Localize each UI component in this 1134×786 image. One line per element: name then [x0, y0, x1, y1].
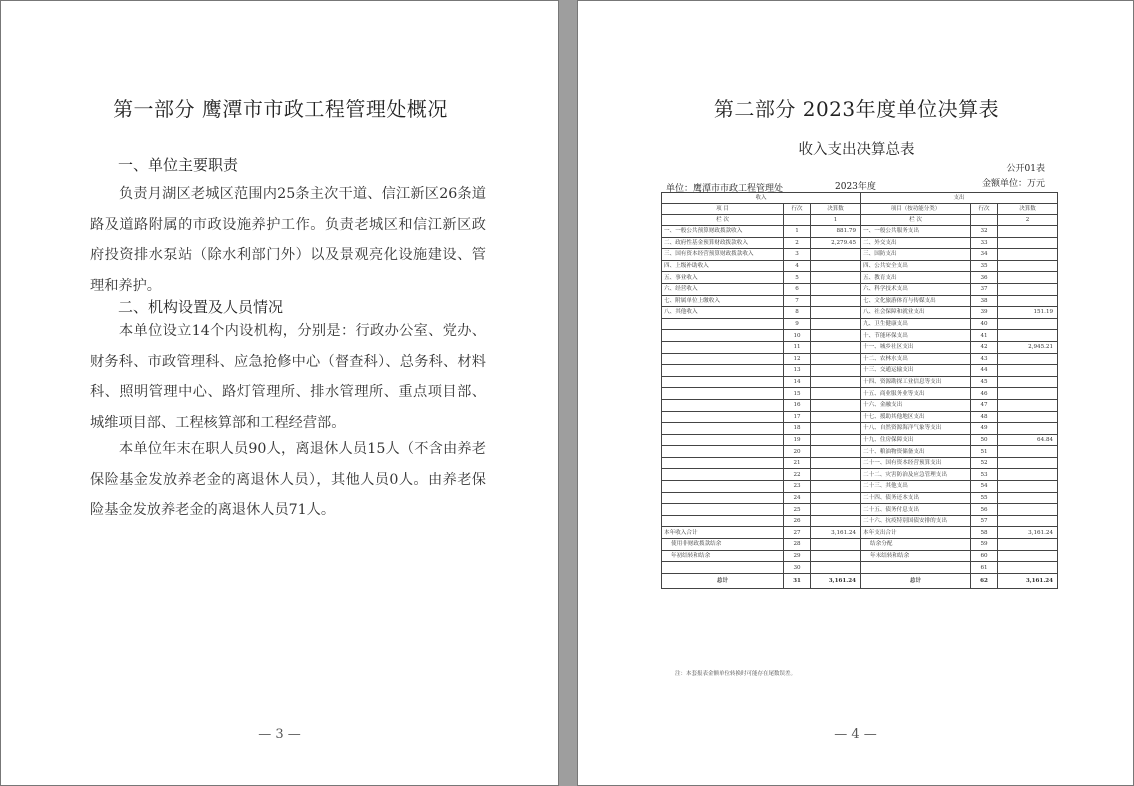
- table-cell: 13: [784, 365, 811, 377]
- table-cell: 20: [784, 446, 811, 458]
- table-cell: [662, 562, 784, 574]
- table-cell: 6: [784, 283, 811, 295]
- table-cell: [998, 446, 1058, 458]
- table-cell: 56: [971, 504, 998, 516]
- table-row: [662, 353, 1058, 365]
- table-cell: [662, 376, 784, 388]
- table-cell: [998, 492, 1058, 504]
- table-cell: 三、国防支出: [861, 249, 971, 261]
- table-cell: 64.84: [998, 434, 1058, 446]
- table-cell: [998, 562, 1058, 574]
- table-cell: [998, 457, 1058, 469]
- section-heading-organization: 二、机构设置及人员情况: [118, 298, 284, 316]
- table-cell: [811, 353, 861, 365]
- table-cell: 使用非财政拨款结余: [662, 539, 784, 551]
- table-row: [662, 376, 1058, 388]
- table-cell: [662, 399, 784, 411]
- table-cell: 二十五、债务付息支出: [861, 504, 971, 516]
- table-cell: 二十一、国有资本经营预算支出: [861, 457, 971, 469]
- table-cell: 十九、住房保障支出: [861, 434, 971, 446]
- table-cell: [811, 539, 861, 551]
- table-cell: [998, 260, 1058, 272]
- table-cell: 3,161.24: [998, 527, 1058, 539]
- table-cell: 四、公共安全支出: [861, 260, 971, 272]
- table-cell: 七、文化旅游体育与传媒支出: [861, 295, 971, 307]
- table-cell: [998, 481, 1058, 493]
- table-cell: [662, 446, 784, 458]
- table-row: [662, 481, 1058, 493]
- total-row: 总计 31 3,161.24 总计 62 3,161.24: [662, 573, 1058, 588]
- table-cell: [998, 388, 1058, 400]
- table-row: [662, 539, 1058, 551]
- table-cell: 42: [971, 341, 998, 353]
- col-amount: 决算数: [998, 204, 1058, 215]
- table-cell: 54: [971, 481, 998, 493]
- table-cell: 29: [784, 550, 811, 562]
- table-cell: [998, 226, 1058, 238]
- table-cell: [811, 446, 861, 458]
- table-cell: [811, 411, 861, 423]
- table-cell: 二十四、债务还本支出: [861, 492, 971, 504]
- table-cell: 二十二、灾害防治及应急管理支出: [861, 469, 971, 481]
- table-row: [662, 295, 1058, 307]
- table-cell: 23: [784, 481, 811, 493]
- table-cell: 36: [971, 272, 998, 284]
- table-cell: [998, 550, 1058, 562]
- table-cell: 14: [784, 376, 811, 388]
- table-row: [662, 492, 1058, 504]
- duties-paragraph: 负责月湖区老城区范围内25条主次干道、信江新区26条道路及道路附属的市政设施养护工作。负责老城区和信江新区政府投资排水泵站（除水利部门外）以及景观亮化设施建设、管理和养护。: [90, 186, 486, 294]
- table-row: [662, 318, 1058, 330]
- table-cell: [662, 318, 784, 330]
- table-cell: 51: [971, 446, 998, 458]
- table-cell: [811, 341, 861, 353]
- table-row: [662, 272, 1058, 284]
- table-cell: 19: [784, 434, 811, 446]
- table-cell: 35: [971, 260, 998, 272]
- table-cell: 八、社会保障和就业支出: [861, 307, 971, 319]
- table-cell: [998, 411, 1058, 423]
- table-cell: 5: [784, 272, 811, 284]
- table-row: [662, 388, 1058, 400]
- table-cell: [662, 457, 784, 469]
- page-number: — 3 —: [258, 727, 301, 742]
- table-cell: 44: [971, 365, 998, 377]
- table-cell: 30: [784, 562, 811, 574]
- table-cell: [811, 434, 861, 446]
- table-row: [662, 330, 1058, 342]
- table-cell: [811, 376, 861, 388]
- table-cell: 九、卫生健康支出: [861, 318, 971, 330]
- table-cell: 年初结转和结余: [662, 550, 784, 562]
- table-cell: 151.19: [998, 307, 1058, 319]
- table-cell: 34: [971, 249, 998, 261]
- col-expense-item: 项目（按功能分类）: [861, 204, 971, 215]
- table-cell: [662, 469, 784, 481]
- table-cell: 十二、农林水支出: [861, 353, 971, 365]
- year-label: 2023年度: [835, 182, 876, 192]
- table-cell: 本年支出合计: [861, 527, 971, 539]
- table-cell: [998, 318, 1058, 330]
- table-cell: 八、其他收入: [662, 307, 784, 319]
- table-cell: [662, 481, 784, 493]
- table-cell: [811, 515, 861, 527]
- table-cell: 53: [971, 469, 998, 481]
- table-cell: 12: [784, 353, 811, 365]
- table-cell: 2: [784, 237, 811, 249]
- table-cell: 本年收入合计: [662, 527, 784, 539]
- table-cell: [811, 550, 861, 562]
- table-row: [662, 237, 1058, 249]
- table-cell: [811, 423, 861, 435]
- table-cell: [998, 469, 1058, 481]
- table-code: 公开01表: [1006, 164, 1045, 174]
- section-heading-duties: 一、单位主要职责: [118, 156, 239, 174]
- table-cell: [998, 237, 1058, 249]
- col-amount: 决算数: [811, 204, 861, 215]
- table-cell: 39: [971, 307, 998, 319]
- table-cell: [998, 272, 1058, 284]
- table-cell: [998, 283, 1058, 295]
- table-cell: [811, 481, 861, 493]
- table-cell: 41: [971, 330, 998, 342]
- col-line: 行次: [971, 204, 998, 215]
- table-cell: 3: [784, 249, 811, 261]
- table-cell: [662, 492, 784, 504]
- table-cell: 16: [784, 399, 811, 411]
- table-cell: 43: [971, 353, 998, 365]
- table-cell: 38: [971, 295, 998, 307]
- table-cell: [811, 492, 861, 504]
- table-row: [662, 283, 1058, 295]
- table-cell: 15: [784, 388, 811, 400]
- table-cell: 24: [784, 492, 811, 504]
- document-page-left: [0, 0, 559, 786]
- table-cell: [998, 539, 1058, 551]
- table-row: [662, 457, 1058, 469]
- table-cell: 17: [784, 411, 811, 423]
- table-cell: [811, 318, 861, 330]
- table-cell: 49: [971, 423, 998, 435]
- table-cell: [662, 353, 784, 365]
- table-cell: 46: [971, 388, 998, 400]
- table-cell: 二、外交支出: [861, 237, 971, 249]
- table-cell: [998, 504, 1058, 516]
- table-title: 收入支出决算总表: [798, 142, 915, 158]
- table-cell: [998, 423, 1058, 435]
- table-cell: 六、经营收入: [662, 283, 784, 295]
- table-row: [662, 515, 1058, 527]
- table-cell: [662, 388, 784, 400]
- table-cell: 十三、交通运输支出: [861, 365, 971, 377]
- table-cell: 3,161.24: [811, 527, 861, 539]
- table-row: [662, 434, 1058, 446]
- table-cell: 48: [971, 411, 998, 423]
- table-cell: [811, 272, 861, 284]
- table-cell: 二十三、其他支出: [861, 481, 971, 493]
- table-cell: [662, 504, 784, 516]
- table-cell: 18: [784, 423, 811, 435]
- page-title: 第一部分 鹰潭市市政工程管理处概况: [113, 97, 448, 121]
- table-row: [662, 260, 1058, 272]
- table-cell: [811, 457, 861, 469]
- table-cell: 52: [971, 457, 998, 469]
- column-number-1: 1: [811, 215, 861, 226]
- table-row: [662, 423, 1058, 435]
- table-cell: [811, 283, 861, 295]
- unit-label: 单位：鹰潭市市政工程管理处: [666, 184, 784, 194]
- table-cell: 21: [784, 457, 811, 469]
- table-cell: [811, 330, 861, 342]
- table-cell: 二、政府性基金预算财政拨款收入: [662, 237, 784, 249]
- table-cell: 10: [784, 330, 811, 342]
- table-cell: 十八、自然资源海洋气象等支出: [861, 423, 971, 435]
- table-row: [662, 446, 1058, 458]
- table-cell: 2,945.21: [998, 341, 1058, 353]
- table-cell: 27: [784, 527, 811, 539]
- document-page-right: [577, 0, 1134, 786]
- table-cell: 33: [971, 237, 998, 249]
- table-row: [662, 226, 1058, 238]
- expense-header: 支出: [861, 193, 1058, 204]
- staff-paragraph: 本单位年末在职人员90人，离退休人员15人（不含由养老保险基金发放养老金的离退休人员），其他人员0人。由养老保险基金发放养老金的离退休人员71人。: [90, 441, 486, 518]
- table-cell: [662, 330, 784, 342]
- table-cell: [662, 434, 784, 446]
- table-cell: 十、节能环保支出: [861, 330, 971, 342]
- table-cell: [811, 388, 861, 400]
- table-row: [662, 469, 1058, 481]
- table-cell: [811, 260, 861, 272]
- table-cell: 一、一般公共预算财政拨款收入: [662, 226, 784, 238]
- table-cell: 9: [784, 318, 811, 330]
- table-cell: 8: [784, 307, 811, 319]
- table-cell: 28: [784, 539, 811, 551]
- table-cell: [998, 399, 1058, 411]
- table-cell: [861, 562, 971, 574]
- col-item: 项 目: [662, 204, 784, 215]
- table-cell: [811, 365, 861, 377]
- table-note: 注：本套报表金额单位转换时可能存在尾数误差。: [675, 671, 797, 677]
- col-line: 行次: [784, 204, 811, 215]
- table-cell: 22: [784, 469, 811, 481]
- table-cell: 十一、城乡社区支出: [861, 341, 971, 353]
- table-cell: 十四、资源勘探工业信息等支出: [861, 376, 971, 388]
- table-cell: [998, 353, 1058, 365]
- table-row: [662, 399, 1058, 411]
- table-cell: 881.79: [811, 226, 861, 238]
- table-cell: 1: [784, 226, 811, 238]
- table-row: [662, 307, 1058, 319]
- table-cell: 61: [971, 562, 998, 574]
- table-cell: [811, 307, 861, 319]
- table-row: [662, 341, 1058, 353]
- table-cell: [662, 423, 784, 435]
- table-row: [662, 527, 1058, 539]
- table-cell: [998, 376, 1058, 388]
- table-cell: 7: [784, 295, 811, 307]
- table-cell: 四、上级补助收入: [662, 260, 784, 272]
- table-cell: 58: [971, 527, 998, 539]
- table-cell: 结余分配: [861, 539, 971, 551]
- table-row: [662, 411, 1058, 423]
- table-cell: 三、国有资本经营预算财政拨款收入: [662, 249, 784, 261]
- table-cell: 五、教育支出: [861, 272, 971, 284]
- table-cell: 二十、粮油物资储备支出: [861, 446, 971, 458]
- table-cell: 26: [784, 515, 811, 527]
- table-cell: 十五、商业服务业等支出: [861, 388, 971, 400]
- table-cell: [811, 504, 861, 516]
- column-label: 栏 次: [662, 215, 784, 226]
- table-cell: 47: [971, 399, 998, 411]
- table-cell: 59: [971, 539, 998, 551]
- table-cell: [998, 330, 1058, 342]
- page-number: — 4 —: [834, 727, 877, 742]
- table-cell: [811, 249, 861, 261]
- table-row: [662, 550, 1058, 562]
- table-cell: [998, 249, 1058, 261]
- table-cell: 57: [971, 515, 998, 527]
- table-cell: 60: [971, 550, 998, 562]
- table-cell: [998, 515, 1058, 527]
- income-expense-table: [661, 192, 1058, 589]
- table-cell: [811, 399, 861, 411]
- table-cell: [998, 295, 1058, 307]
- table-cell: 十六、金融支出: [861, 399, 971, 411]
- table-row: [662, 249, 1058, 261]
- table-cell: 25: [784, 504, 811, 516]
- table-cell: 一、一般公共服务支出: [861, 226, 971, 238]
- table-row: [662, 562, 1058, 574]
- table-cell: 55: [971, 492, 998, 504]
- table-cell: [998, 365, 1058, 377]
- table-cell: [811, 562, 861, 574]
- table-cell: 五、事业收入: [662, 272, 784, 284]
- table-cell: 32: [971, 226, 998, 238]
- table-cell: [811, 469, 861, 481]
- table-cell: 二十六、抗疫特别国债安排的支出: [861, 515, 971, 527]
- table-cell: [662, 515, 784, 527]
- money-unit-label: 金额单位：万元: [981, 179, 1045, 189]
- table-cell: [662, 411, 784, 423]
- table-cell: 40: [971, 318, 998, 330]
- table-cell: 37: [971, 283, 998, 295]
- table-cell: 50: [971, 434, 998, 446]
- table-cell: 六、科学技术支出: [861, 283, 971, 295]
- income-header: 收入: [662, 193, 861, 204]
- table-cell: [811, 295, 861, 307]
- table-row: [662, 504, 1058, 516]
- organization-paragraph: 本单位设立14个内设机构，分别是：行政办公室、党办、财务科、市政管理科、应急抢修中心（督查科）、总务科、材料科、照明管理中心、路灯管理所、排水管理所、重点项目部、城维项目部、工程核算部和工程经营部。: [90, 323, 486, 431]
- table-cell: 4: [784, 260, 811, 272]
- table-cell: [662, 341, 784, 353]
- table-cell: 2,279.45: [811, 237, 861, 249]
- table-cell: 七、附属单位上缴收入: [662, 295, 784, 307]
- table-cell: 45: [971, 376, 998, 388]
- page-title: 第二部分 2023年度单位决算表: [713, 97, 1000, 121]
- column-number-2: 2: [998, 215, 1058, 226]
- table-cell: [662, 365, 784, 377]
- table-cell: 11: [784, 341, 811, 353]
- table-row: [662, 365, 1058, 377]
- table-cell: 十七、援助其他地区支出: [861, 411, 971, 423]
- table-cell: 年末结转和结余: [861, 550, 971, 562]
- column-label: 栏 次: [861, 215, 971, 226]
